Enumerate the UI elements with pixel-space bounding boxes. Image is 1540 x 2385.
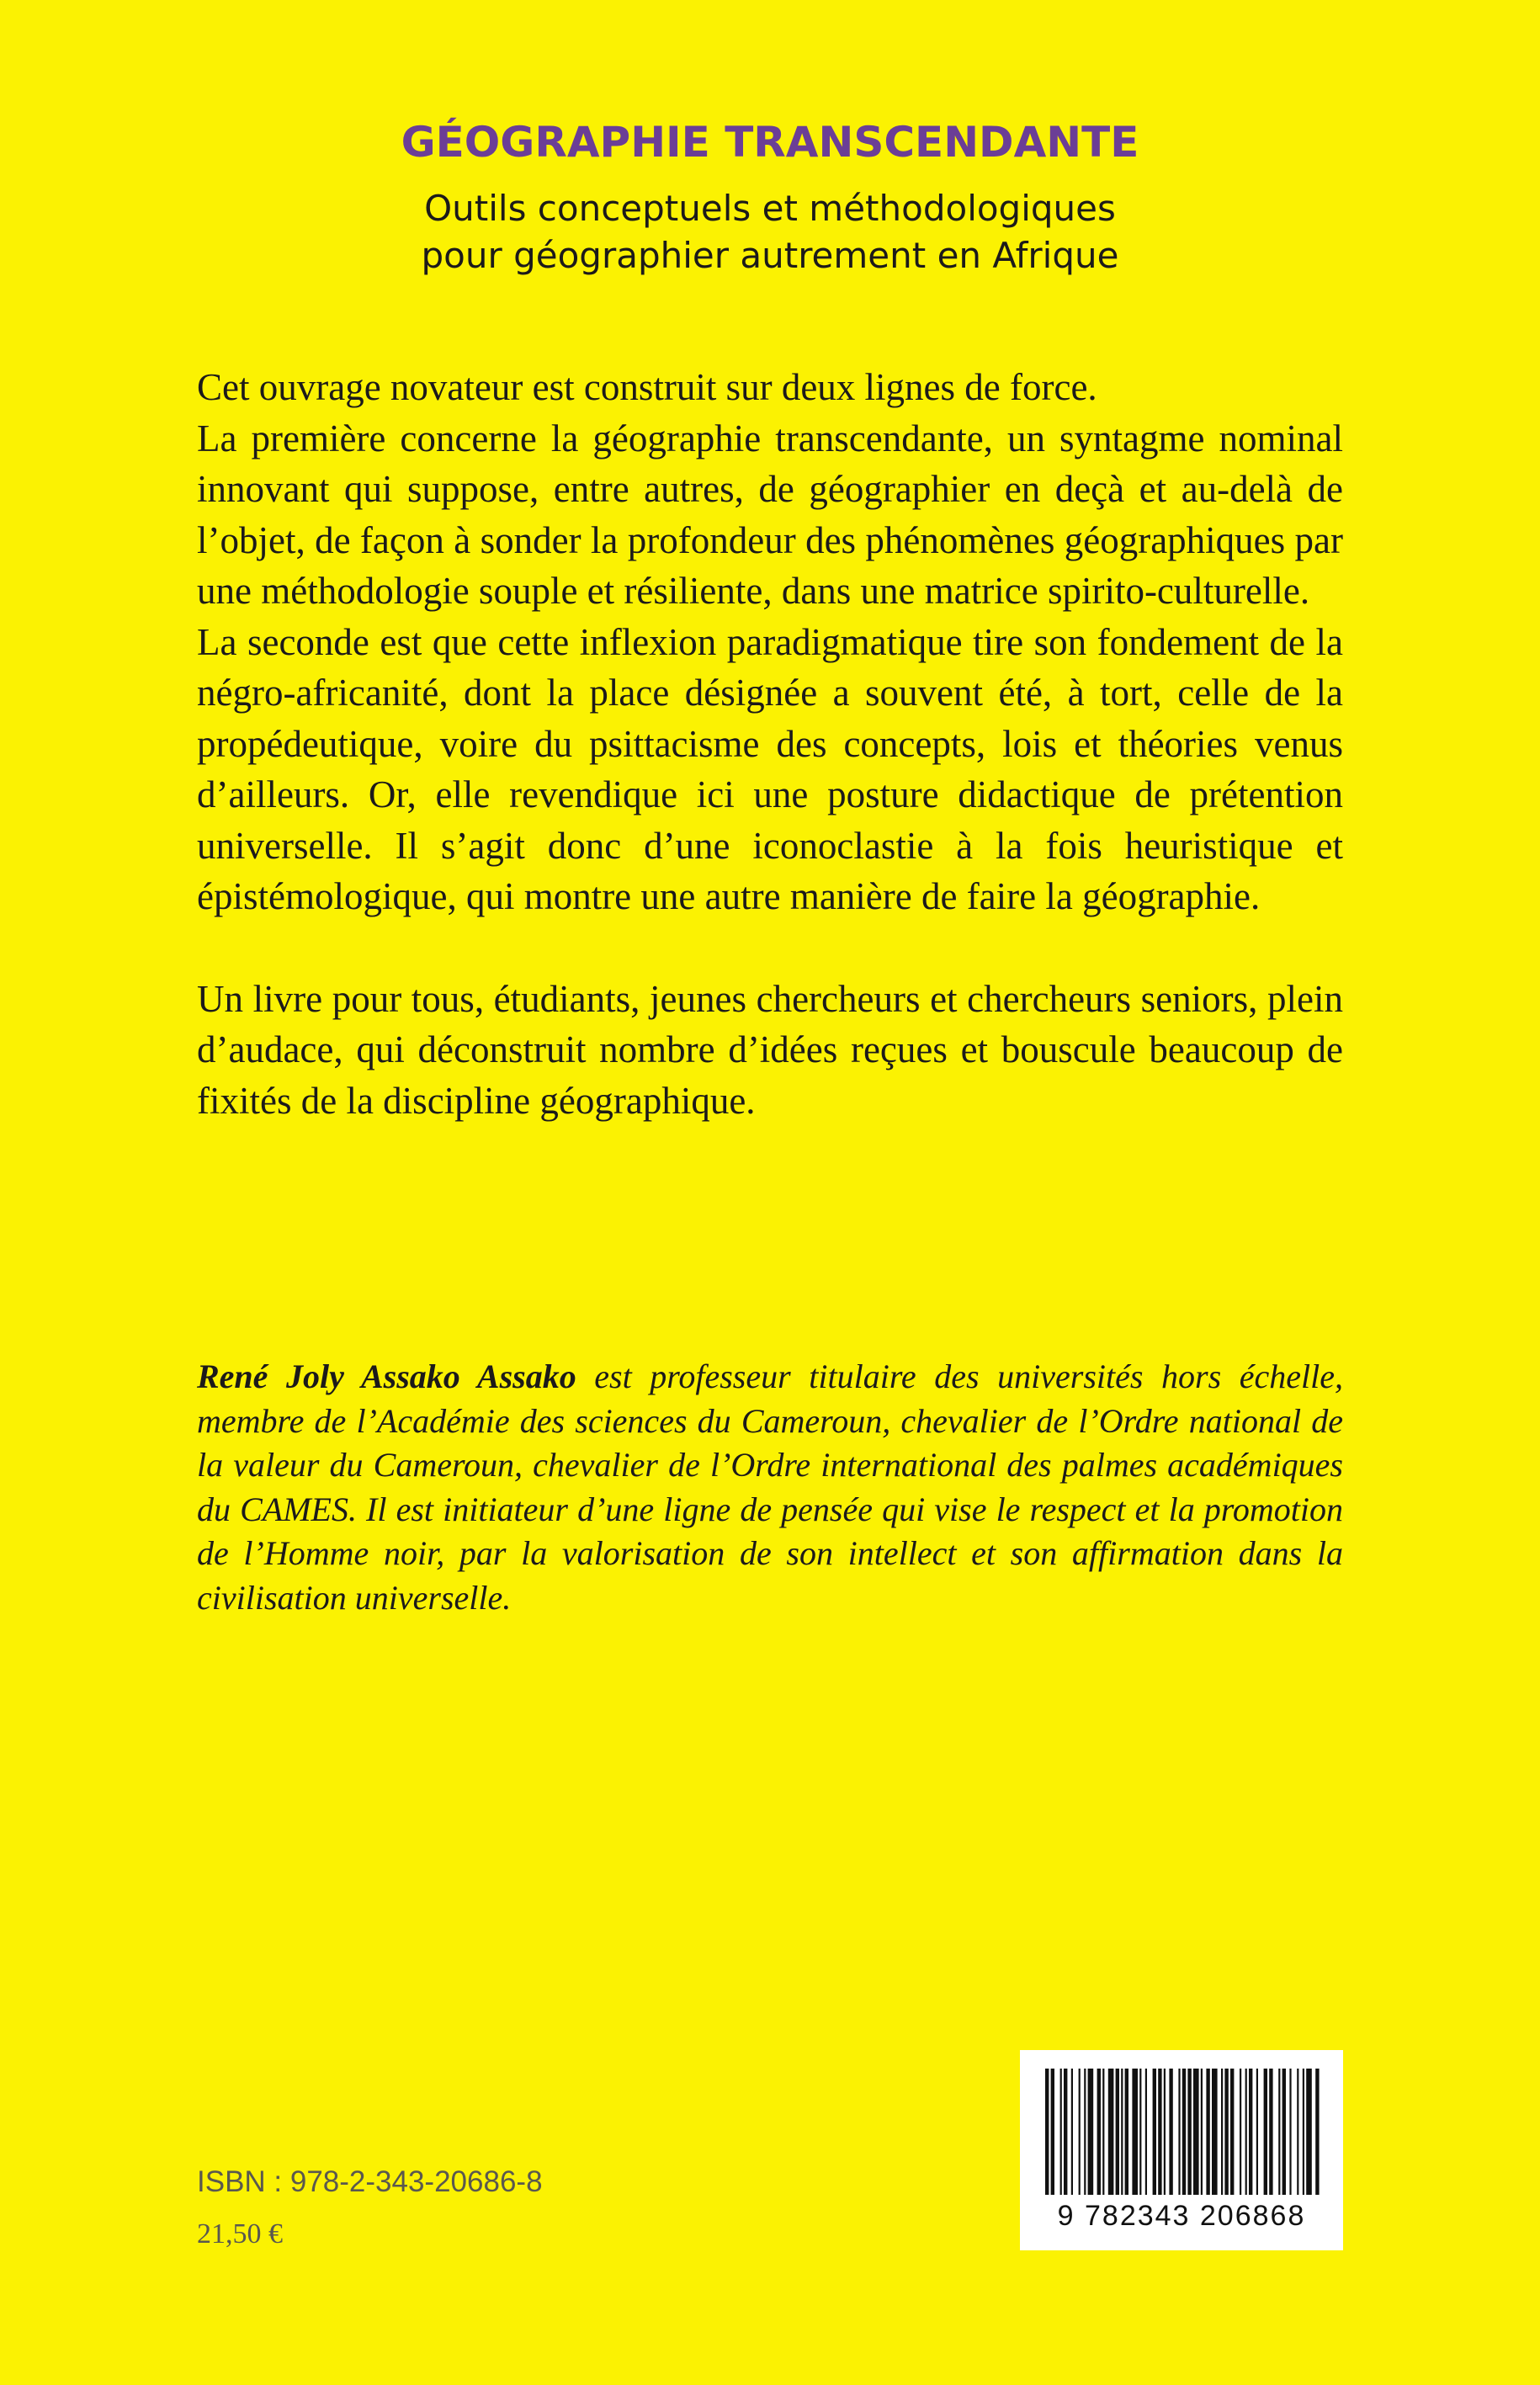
barcode-bar <box>1088 2069 1094 2195</box>
barcode-bar <box>1108 2069 1114 2195</box>
barcode-bar <box>1097 2069 1101 2195</box>
barcode-bar <box>1230 2069 1234 2195</box>
barcode-bar <box>1240 2069 1241 2195</box>
barcode-bar <box>1201 2069 1203 2195</box>
blurb-paragraph: La première concerne la géographie transcendante, un syntagme nominal innovant qui suppose, entre autres, de géographier en deçà et au-delà de l’objet, de façon à sonder la profondeur des phénomènes géographiques par une méthodologie souple et résiliente, dans une matrice spirito-culturelle. <box>197 417 1343 612</box>
barcode-bar <box>1153 2069 1156 2195</box>
barcode-bar <box>1121 2069 1123 2195</box>
barcode-bar <box>1084 2069 1086 2195</box>
barcode-bar <box>1169 2069 1172 2195</box>
author-bio <box>197 1355 1343 1620</box>
barcode-bar <box>1297 2069 1298 2195</box>
barcode-bar <box>1164 2069 1166 2195</box>
barcode-bar <box>1278 2069 1280 2195</box>
subtitle-line: Outils conceptuels et méthodologiques <box>424 188 1116 229</box>
barcode-bar <box>1139 2069 1141 2195</box>
author-name: René Joly Assako Assako <box>197 1357 576 1395</box>
barcode-bars <box>1042 2069 1321 2195</box>
barcode-bar <box>1102 2069 1104 2195</box>
barcode-digits: 9 782343 206868 <box>1057 2200 1306 2232</box>
barcode-bar <box>1221 2069 1223 2195</box>
barcode-bar <box>1060 2069 1062 2195</box>
barcode-bar <box>1051 2069 1054 2195</box>
barcode-bar <box>1132 2069 1138 2195</box>
barcode-bar <box>1206 2069 1209 2195</box>
barcode-bar <box>1315 2069 1319 2195</box>
isbn-label: ISBN : 978-2-343-20686-8 <box>197 2165 543 2198</box>
barcode-bar <box>1264 2069 1267 2195</box>
barcode-bar <box>1045 2069 1049 2195</box>
barcode-bar <box>1064 2069 1067 2195</box>
blurb-paragraph: Un livre pour tous, étudiants, jeunes chercheurs et chercheurs seniors, plein d’audace, qui déconstruit nombre d’idées reçues et bouscule beaucoup de fixités de la discipline géographique. <box>197 977 1343 1122</box>
barcode-bar <box>1303 2069 1304 2195</box>
blurb-paragraph: Cet ouvrage novateur est construit sur deux lignes de force. <box>197 366 1097 408</box>
barcode-bar <box>1269 2069 1272 2195</box>
barcode-bar <box>1212 2069 1218 2195</box>
price-label: 21,50 € <box>197 2218 283 2250</box>
barcode-bar <box>1116 2069 1119 2195</box>
blurb-paragraph: La seconde est que cette inflexion paradigmatique tire son fondement de la négro-africanité, dont la place désignée a souvent été, à tort, celle de la propédeutique, voire du psittacisme des concepts, lois et théories venus d’ailleurs. Or, elle revendique ici une posture didactique de prétention universelle. Il s’agit donc d’une iconoclastie à la fois heuristique et épistémologique, qui montre une autre manière de faire la géographie. <box>197 620 1343 917</box>
back-cover-blurb <box>197 362 1343 1126</box>
barcode-bar <box>1071 2069 1073 2195</box>
barcode-bar <box>1145 2069 1147 2195</box>
barcode-bar <box>1187 2069 1191 2195</box>
book-subtitle <box>0 185 1540 279</box>
barcode-bar <box>1125 2069 1128 2195</box>
subtitle-line: pour géographier autrement en Afrique <box>421 235 1119 276</box>
barcode-bar <box>1249 2069 1252 2195</box>
barcode-bar <box>1289 2069 1291 2195</box>
barcode-bar <box>1193 2069 1199 2195</box>
barcode-bar <box>1224 2069 1228 2195</box>
barcode-bar <box>1158 2069 1161 2195</box>
author-bio-text: est professeur titulaire des universités hors échelle, membre de l’Académie des sciences du Cameroun, chevalier de l’Ordre national de la valeur du Cameroun, chevalier de l’Ordre international des palmes académiques du CAMES. Il est initiateur d’une ligne de pensée qui vise le respect et la promotion de l’Homme noir, par la valorisation de son intellect et son affirmation dans la civilisation universelle. <box>197 1357 1343 1617</box>
barcode-bar <box>1256 2069 1258 2195</box>
barcode-bar <box>1079 2069 1081 2195</box>
barcode-bar <box>1178 2069 1180 2195</box>
book-title: GÉOGRAPHIE TRANSCENDANTE <box>401 118 1139 167</box>
barcode-bar <box>1282 2069 1286 2195</box>
barcode <box>1020 2050 1343 2250</box>
barcode-bar <box>1245 2069 1247 2195</box>
barcode-bar <box>1306 2069 1312 2195</box>
barcode-bar <box>1182 2069 1186 2195</box>
